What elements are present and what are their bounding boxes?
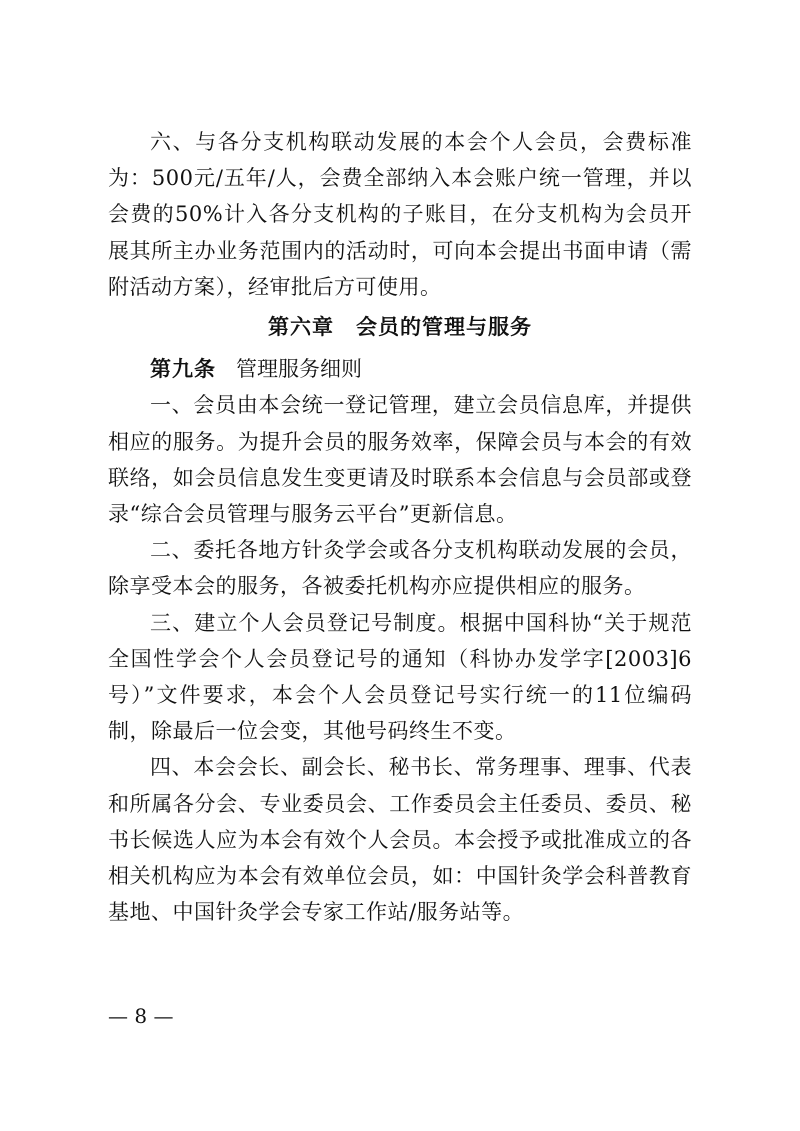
list-item: 四、本会会长、副会长、秘书长、常务理事、理事、代表和所属各分会、专业委员会、工作委员会主任委员、委员、秘书长候选人应为本会有效个人会员。本会授予或批准成立的各相关机构应为本会有效单位会员，如：中国针灸学会科普教育基地、中国针灸学会专家工作站/服务站等。 xyxy=(108,755,692,925)
document-body xyxy=(108,124,692,930)
chapter-title: 第六章 会员的管理与服务 xyxy=(268,315,532,340)
list-item: 一、会员由本会统一登记管理，建立会员信息库，并提供相应的服务。为提升会员的服务效率，保障会员与本会的有效联络，如会员信息发生变更请及时联系本会信息与会员部或登录“综合会员管理与服务云平台”更新信息。 xyxy=(108,393,692,527)
article-heading xyxy=(108,351,692,387)
article-number: 第九条 xyxy=(150,357,216,382)
article-title: 管理服务细则 xyxy=(236,357,362,382)
list-item: 三、建立个人会员登记号制度。根据中国科协“关于规范全国性学会个人会员登记号的通知（科协办发学字[2003]6号）”文件要求，本会个人会员登记号实行统一的11位编码制，除最后一位会变，其他号码终生不变。 xyxy=(108,610,692,744)
page-number: — 8 — xyxy=(108,1004,174,1028)
paragraph-six: 六、与各分支机构联动发展的本会个人会员，会费标准为：500元/五年/人，会费全部纳入本会账户统一管理，并以会费的50%计入各分支机构的子账目，在分支机构为会员开展其所主办业务范围内的活动时，可向本会提出书面申请（需附活动方案），经审批后方可使用。 xyxy=(108,130,692,299)
list-item: 二、委托各地方针灸学会或各分支机构联动发展的会员，除享受本会的服务，各被委托机构亦应提供相应的服务。 xyxy=(108,538,692,599)
